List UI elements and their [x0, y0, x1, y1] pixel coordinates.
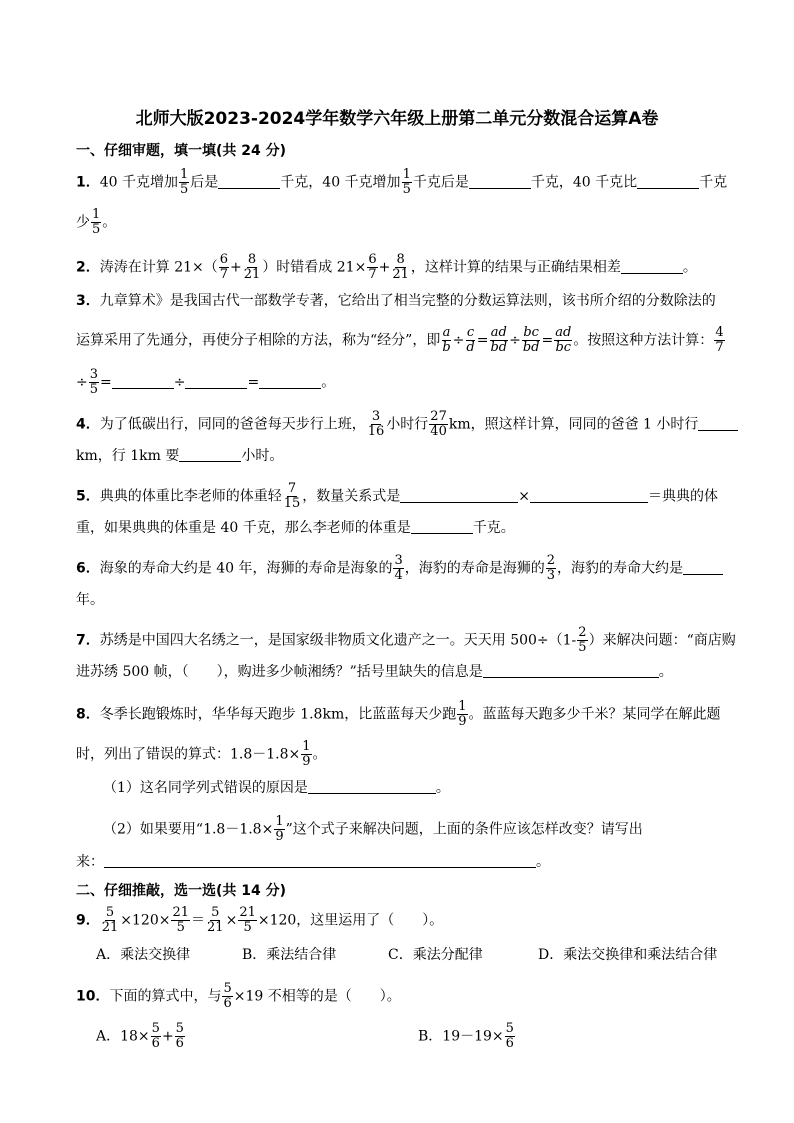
- answer-blank[interactable]: [698, 416, 738, 431]
- answer-blank[interactable]: [185, 374, 247, 389]
- question-3-line-1: 3．九章算术》是我国古代一部数学专著，它给出了相当完整的分数运算法则，该书所介绍的分数除法的: [76, 293, 716, 309]
- answer-blank[interactable]: [637, 174, 699, 189]
- answer-blank[interactable]: [530, 488, 648, 503]
- q10-option-a[interactable]: A．18× $\frac{5}{6}$ + $\frac{5}{6}$: [96, 1021, 184, 1051]
- answer-blank[interactable]: [483, 663, 659, 678]
- section-2-heading: 二、仔细推敲，选一选(共 14 分): [76, 883, 287, 899]
- answer-blank[interactable]: [621, 259, 683, 274]
- answer-blank[interactable]: [112, 374, 174, 389]
- question-10: 10．下面的算式中，与 $\frac{5}{6}$ ×19 不相等的是（ ）。: [76, 981, 401, 1011]
- question-6-line-2: 年。: [76, 592, 104, 608]
- q9-option-d[interactable]: D．乘法交换律和乘法结合律: [538, 947, 718, 963]
- answer-blank[interactable]: [308, 779, 436, 794]
- q9-option-c[interactable]: C．乘法分配律: [388, 947, 483, 963]
- answer-blank[interactable]: [469, 174, 531, 189]
- q10-option-b[interactable]: B．19－19× $\frac{5}{6}$: [418, 1021, 514, 1051]
- question-3-line-2: 运算采用了先通分，再使分子相除的方法，称为“经分”，即 $\frac{a}{b}$ ÷ $\frac{c}{d}$ = $\frac{ad}{bd}$ ÷ $\frac{bc}{bd}$ = $\frac{ad}{bc}$ 。按照这种方法计算： $\frac{4}{7}$: [76, 325, 724, 355]
- page-title: 北师大版2023-2024学年数学六年级上册第二单元分数混合运算A卷: [135, 109, 659, 129]
- question-5-line-1: 5．典典的体重比李老师的体重轻 $\frac{7}{15}$ ，数量关系式是 × ＝典典的体: [76, 481, 719, 511]
- answer-blank[interactable]: [179, 447, 241, 462]
- q9-option-b[interactable]: B．乘法结合律: [242, 947, 337, 963]
- question-1-line-1: 1．40 千克增加 $\frac{1}{5}$ 后是 千克，40 千克增加 $\frac{1}{5}$ 千克后是 千克，40 千克比 千克: [76, 167, 728, 197]
- answer-blank[interactable]: [104, 853, 536, 868]
- question-8-line-2: 时，列出了错误的算式：1.8－1.8× $\frac{1}{9}$ 。: [76, 739, 327, 769]
- question-7-line-2: 进苏绣 500 帧，（ ），购进多少帧湘绣？”括号里缺失的信息是 。: [76, 664, 673, 680]
- q9-option-a[interactable]: A．乘法交换律: [96, 947, 191, 963]
- question-2: 2．涛涛在计算 21×（ $\frac{6}{7}$ + $\frac{8}{21}$ ）时错看成 21× $\frac{6}{7}$ + $\frac{8}{21}$ ，这样计算的结果与正确结果相差 。: [76, 252, 697, 282]
- question-8-sub-2-answer: 来： 。: [76, 854, 550, 870]
- question-5-line-2: 重，如果典典的体重是 40 千克，那么李老师的体重是 千克。: [76, 520, 515, 536]
- answer-blank[interactable]: [259, 374, 321, 389]
- answer-blank[interactable]: [683, 560, 723, 575]
- answer-blank[interactable]: [400, 488, 518, 503]
- question-4-line-2: km，行 1km 要 小时。: [76, 448, 284, 464]
- question-4-line-1: 4．为了低碳出行，同同的爸爸每天步行上班， $\frac{3}{16}$ 小时行 $\frac{27}{40}$ km，照这样计算，同同的爸爸 1 小时行: [76, 410, 744, 439]
- answer-blank[interactable]: [218, 174, 280, 189]
- question-7-line-1: 7．苏绣是中国四大名绣之一，是国家级非物质文化遗产之一。天天用 500÷（1- $\frac{2}{5}$ ）来解决问题：“商店购: [76, 625, 736, 655]
- question-8-line-1: 8．冬季长跑锻炼时，华华每天跑步 1.8km，比蓝蓝每天少跑 $\frac{1}{9}$ 。蓝蓝每天跑多少千米？某同学在解此题: [76, 699, 721, 729]
- answer-blank[interactable]: [411, 519, 473, 534]
- question-8-sub-2: （2）如果要用“1.8－1.8× $\frac{1}{9}$ ”这个式子来解决问题，上面的条件应该怎样改变？请写出: [103, 814, 643, 844]
- section-1-heading: 一、仔细审题，填一填(共 24 分): [76, 143, 287, 159]
- question-1-line-2: 少 $\frac{1}{5}$ 。: [76, 207, 117, 237]
- question-8-sub-1: （1）这名同学列式错误的原因是 。: [103, 780, 450, 796]
- question-9: 9． $\frac{5}{21}$ ×120× $\frac{21}{5}$ ＝ $\frac{5}{21}$ × $\frac{21}{5}$ ×120，这里运用了（ ）。: [76, 905, 444, 935]
- question-3-line-3: ÷ $\frac{3}{5}$ = ÷ = 。: [76, 367, 336, 397]
- question-6-line-1: 6．海象的寿命大约是 40 年，海狮的寿命是海象的 $\frac{3}{4}$ ，海豹的寿命是海狮的 $\frac{2}{3}$ ，海豹的寿命大约是: [76, 554, 744, 583]
